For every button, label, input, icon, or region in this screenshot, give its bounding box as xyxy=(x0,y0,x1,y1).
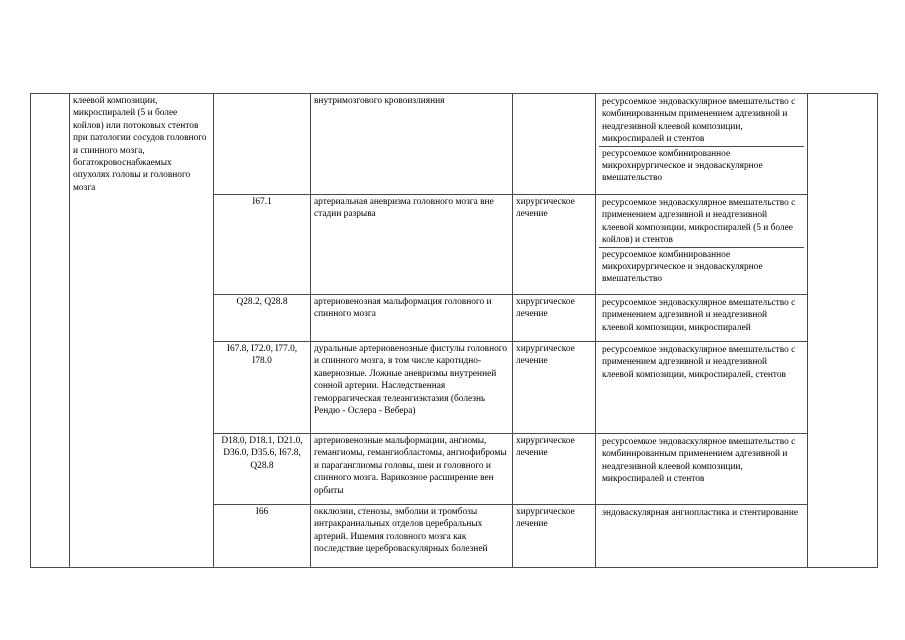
diagnosis-cell: артериовенозные мальформации, ангиомы, гемангиомы, гемангиобластомы, ангиофибромы и параганглиомы головы, шеи и головного и спинного мозга. Варикозное расширение вен орбиты xyxy=(311,434,513,505)
procedure-name-cell: клеевой композиции, микроспиралей (5 и более койлов) или потоковых стентов при патологии сосудов головного и спинного мозга, богатокровоснабжаемых опухолях головы и головного мозга xyxy=(70,94,214,568)
treatment-method-cell xyxy=(596,342,808,434)
diagnosis-cell: окклюзии, стенозы, эмболии и тромбозы интракраниальных отделов церебральных артерий. Ишемия головного мозга как последствие цереброваскулярных болезней xyxy=(311,505,513,568)
diagnosis-cell: внутримозгового кровоизлияния xyxy=(311,94,513,195)
treatment-method-cell xyxy=(596,195,808,295)
row-number-cell xyxy=(31,94,70,568)
treatment-method-cell xyxy=(596,295,808,342)
treatment-method-cell xyxy=(596,434,808,505)
icd-code-cell xyxy=(214,94,311,195)
treatment-method-cell xyxy=(596,94,808,195)
standard-cost-cell xyxy=(808,94,878,568)
diagnosis-cell: артериальная аневризма головного мозга вне стадии разрыва xyxy=(311,195,513,295)
treatment-type-cell: хирургическое лечение xyxy=(513,342,596,434)
treatment-type-cell: хирургическое лечение xyxy=(513,505,596,568)
icd-code-cell: Q28.2, Q28.8 xyxy=(214,295,311,342)
icd-code-cell: D18.0, D18.1, D21.0, D36.0, D35.6, I67.8, Q28.8 xyxy=(214,434,311,505)
treatment-method-text: ресурсоемкое эндоваскулярное вмешательство с комбинированным применением адгезивной и неадгезивной клеевой композиции, микроспиралей и стентов xyxy=(602,437,796,485)
treatment-method-text: эндоваскулярная ангиопластика и стентирование xyxy=(602,508,799,518)
treatment-method-cell xyxy=(596,505,808,568)
treatment-method-text: ресурсоемкое комбинированное микрохирургическое и эндоваскулярное вмешательство xyxy=(599,247,804,286)
medical-care-table xyxy=(30,93,878,568)
diagnosis-cell: дуральные артериовенозные фистулы головного и спинного мозга, в том числе каротидно-кавернозные. Ложные аневризмы внутренней сонной артерии. Наследственная геморрагическая телеангиэктазия (болезнь Рендю - Ослера - Вебера) xyxy=(311,342,513,434)
treatment-method-text: ресурсоемкое эндоваскулярное вмешательство с комбинированным применением адгезивной и неадгезивной клеевой композиции, микроспиралей и стентов xyxy=(602,97,796,145)
treatment-type-cell: хирургическое лечение xyxy=(513,295,596,342)
treatment-type-cell: хирургическое лечение xyxy=(513,195,596,295)
icd-code-cell: I66 xyxy=(214,505,311,568)
diagnosis-cell: артериовенозная мальформация головного и спинного мозга xyxy=(311,295,513,342)
icd-code-cell: I67.8, I72.0, I77.0, I78.0 xyxy=(214,342,311,434)
treatment-method-text: ресурсоемкое эндоваскулярное вмешательство с применением адгезивной и неадгезивной клеевой композиции, микроспиралей, стентов xyxy=(602,345,796,380)
treatment-method-text: ресурсоемкое эндоваскулярное вмешательство с применением адгезивной и неадгезивной клеевой композиции, микроспиралей (5 и более койлов) и стентов xyxy=(602,198,796,246)
treatment-method-text: ресурсоемкое комбинированное микрохирургическое и эндоваскулярное вмешательство xyxy=(599,146,804,185)
treatment-method-text: ресурсоемкое эндоваскулярное вмешательство с применением адгезивной и неадгезивной клеевой композиции, микроспиралей xyxy=(602,298,796,333)
table-row xyxy=(31,94,878,195)
treatment-type-cell: хирургическое лечение xyxy=(513,434,596,505)
icd-code-cell: I67.1 xyxy=(214,195,311,295)
treatment-type-cell xyxy=(513,94,596,195)
